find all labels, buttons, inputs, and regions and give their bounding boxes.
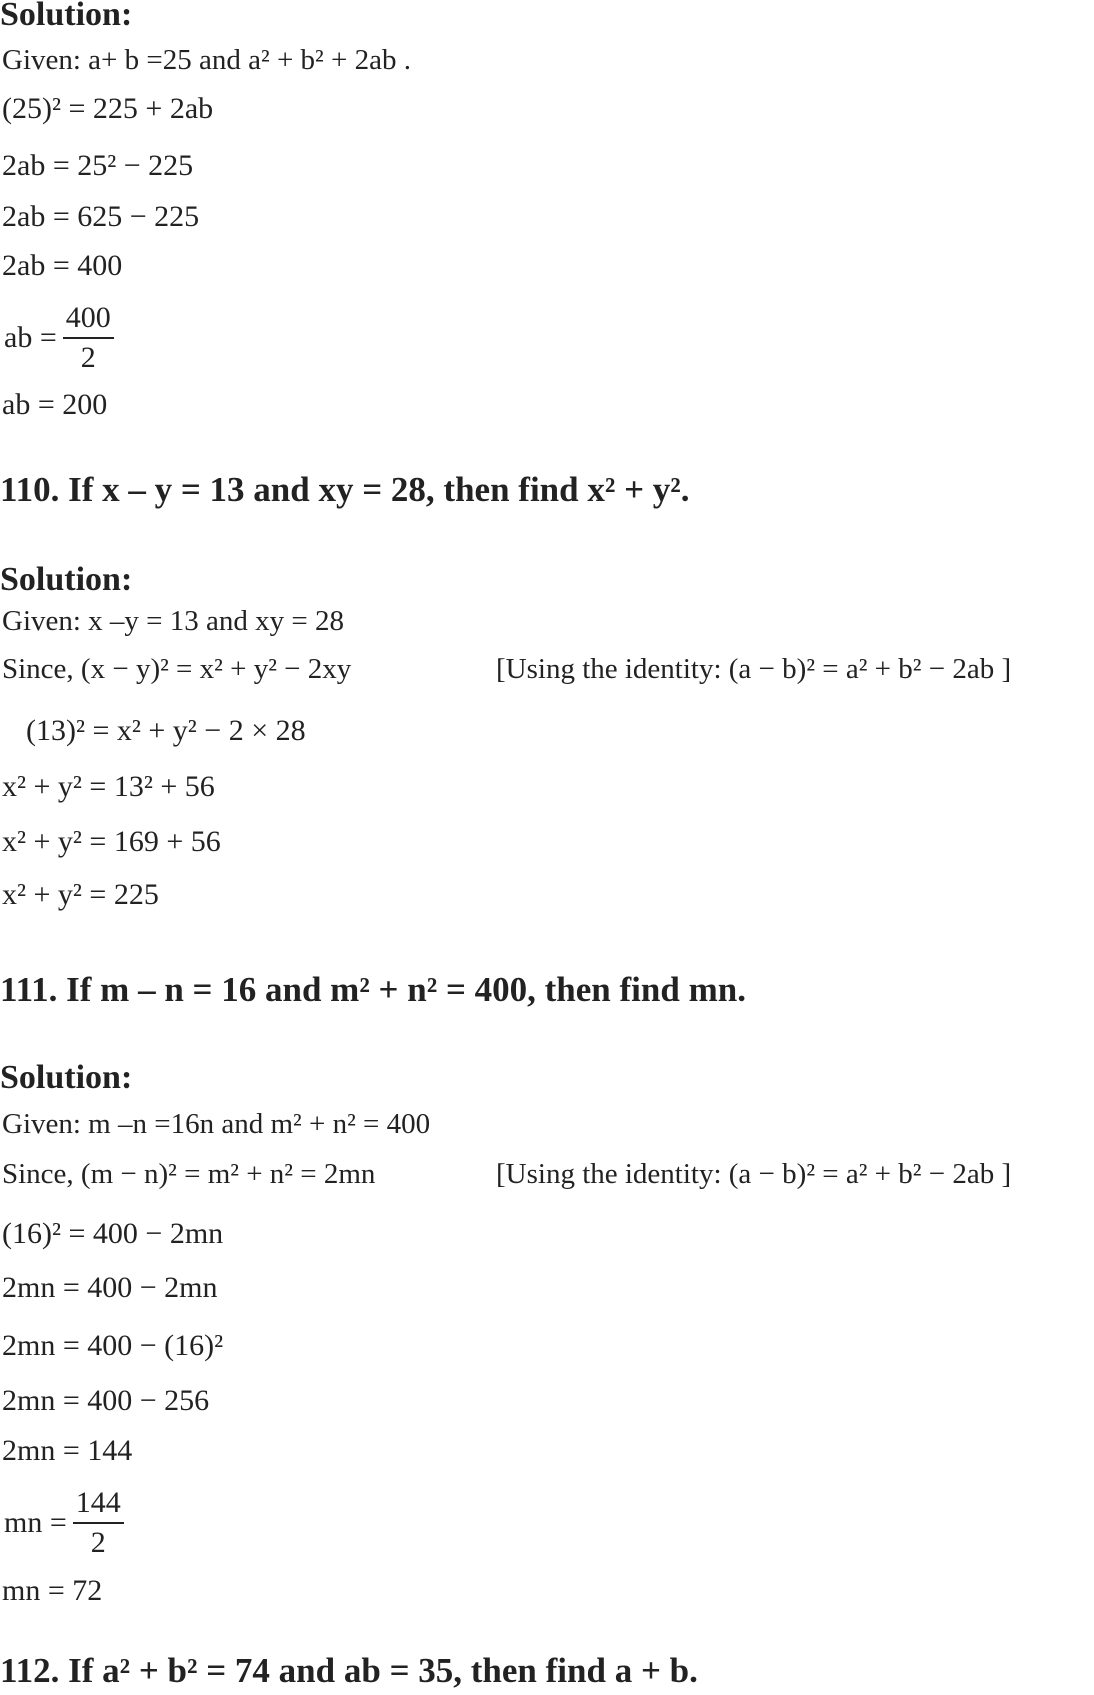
step: (25)² = 225 + 2ab — [2, 92, 214, 125]
step: x² + y² = 225 — [2, 878, 159, 911]
solution-heading: Solution: — [0, 0, 133, 33]
identity-note: [Using the identity: (a − b)² = a² + b² − 2ab ] — [496, 1158, 1012, 1190]
step: 2ab = 25² − 225 — [2, 149, 194, 182]
given-line: Given: x –y = 13 and xy = 28 — [2, 605, 345, 637]
result: mn = 72 — [2, 1574, 103, 1607]
since-line: Since, (x − y)² = x² + y² − 2xy — [2, 653, 352, 685]
denominator: 2 — [90, 1526, 106, 1559]
given-line: Given: m –n =16n and m² + n² = 400 — [2, 1108, 431, 1140]
question-heading: 111. If m – n = 16 and m² + n² = 400, then find mn. — [0, 970, 746, 1009]
step: (16)² = 400 − 2mn — [2, 1217, 224, 1250]
step: 2ab = 400 — [2, 249, 123, 282]
step: x² + y² = 13² + 56 — [2, 770, 215, 803]
given-line: Given: a+ b =25 and a² + b² + 2ab . — [2, 44, 411, 76]
step: 2mn = 400 − 256 — [2, 1384, 210, 1417]
solution-heading: Solution: — [0, 1059, 133, 1096]
since-line: Since, (m − n)² = m² + n² = 2mn — [2, 1158, 376, 1190]
fraction-step — [4, 1484, 124, 1562]
result: ab = 200 — [2, 388, 108, 421]
step: 2ab = 625 − 225 — [2, 200, 200, 233]
question-heading-112: 112. If a² + b² = 74 and ab = 35, then find a + b. — [0, 1651, 698, 1690]
denominator: 2 — [80, 341, 96, 374]
step: x² + y² = 169 + 56 — [2, 825, 221, 858]
numerator: 144 — [73, 1484, 124, 1524]
fraction-step — [4, 299, 114, 377]
question-heading: 110. If x – y = 13 and xy = 28, then find x² + y². — [0, 470, 690, 509]
fraction-lhs: ab = — [4, 321, 57, 354]
step: (13)² = x² + y² − 2 × 28 — [26, 714, 306, 747]
step: 2mn = 400 − (16)² — [2, 1329, 224, 1362]
identity-note: [Using the identity: (a − b)² = a² + b² − 2ab ] — [496, 653, 1012, 685]
solution-heading: Solution: — [0, 561, 133, 598]
numerator: 400 — [63, 299, 114, 339]
step: 2mn = 144 — [2, 1434, 133, 1467]
step: 2mn = 400 − 2mn — [2, 1271, 218, 1304]
fraction-lhs: mn = — [4, 1506, 67, 1539]
